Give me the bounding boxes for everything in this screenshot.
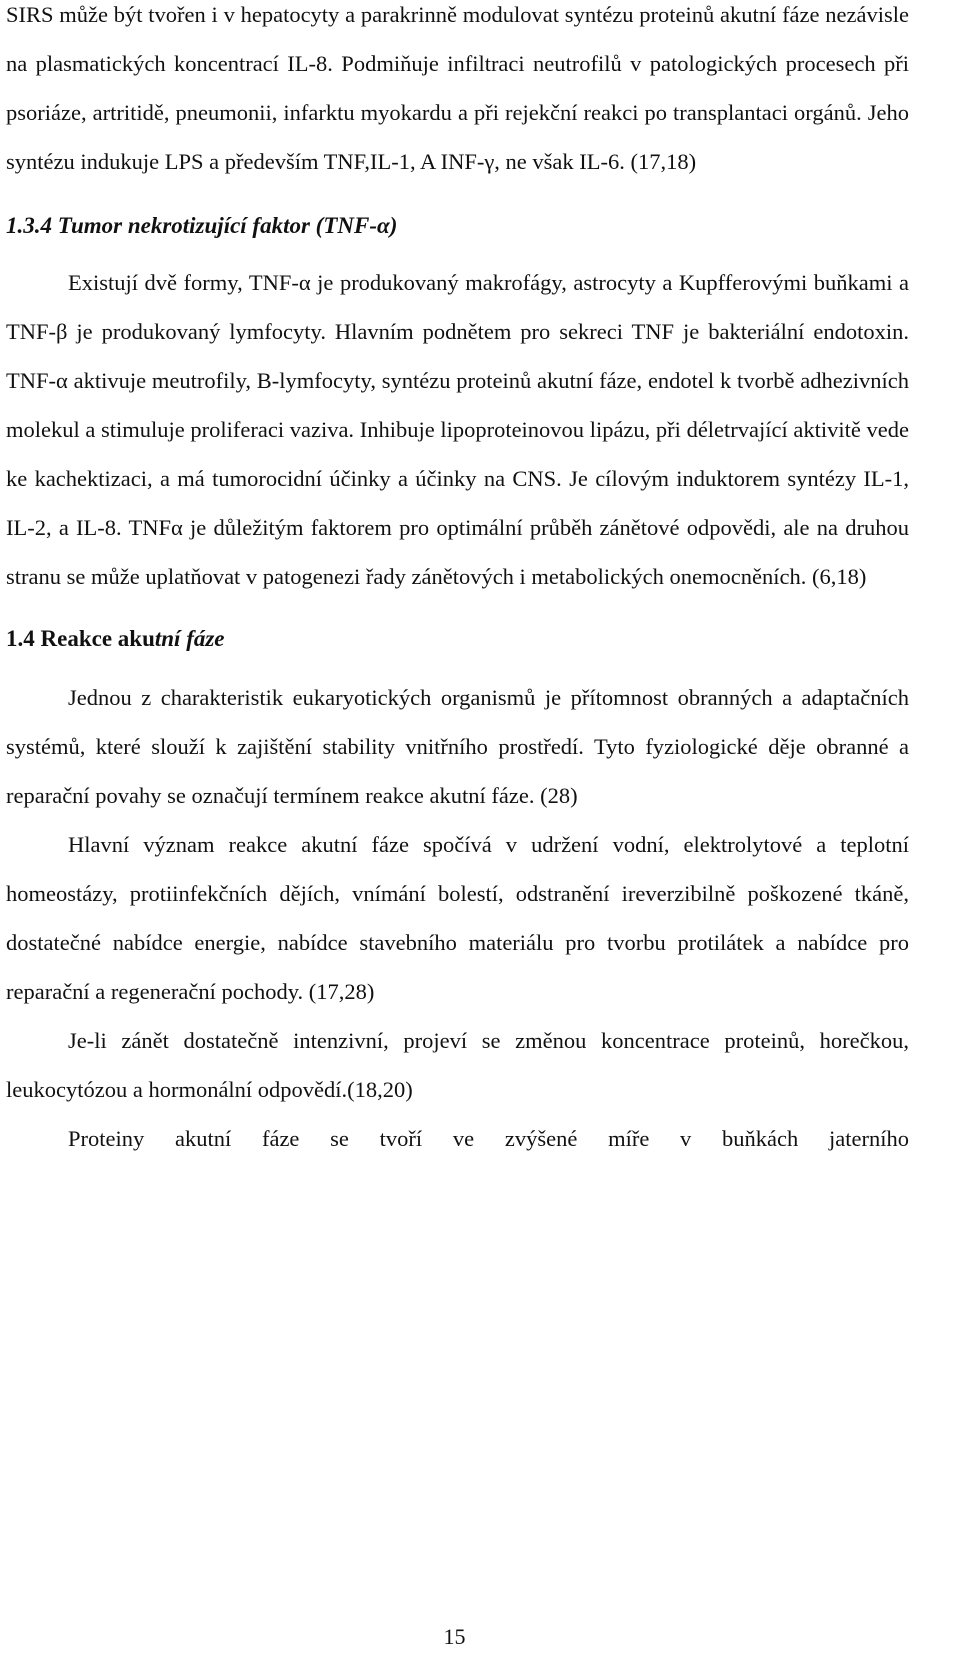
acute-phase-paragraph: Proteiny akutní fáze se tvoří ve zvýšené míře v buňkách jaterního: [68, 1126, 909, 1151]
section-heading-acute-phase-part-2: tní fáze: [154, 626, 225, 651]
section-heading-acute-phase-part-1: 1.4 Reakce aku: [6, 626, 155, 651]
section-heading-tnf: [6, 201, 909, 250]
acute-phase-paragraph: Jednou z charakteristik eukaryotických organismů je přítomnost obranných a adaptačních systémů, které slouží k zajištění stability vnitřního prostředí. Tyto fyziologické děje obranné a reparační povahy se označují termínem reakce akutní fáze. (28): [6, 685, 909, 808]
section-heading-tnf-title: Tumor nekrotizující faktor (TNF-α): [57, 213, 398, 238]
tnf-paragraph: Existují dvě formy, TNF-α je produkovaný makrofágy, astrocyty a Kupfferovými buňkami a TNF-β je produkovaný lymfocyty. Hlavním podnětem pro sekreci TNF je bakteriální endotoxin. TNF-α aktivuje meutrofily, B-lymfocyty, syntézu proteinů akutní fáze, endotel k tvorbě adhezivních molekul a stimuluje proliferaci vaziva. Inhibuje lipoproteinovou lipázu, při déletrvající aktivitě vede ke kachektizaci, a má tumorocidní účinky a účinky na CNS. Je cílovým induktorem syntézy IL-1, IL-2, a IL-8. TNFα je důležitým faktorem pro optimální průběh zánětové odpovědi, ale na druhou stranu se může uplatňovat v patogenezi řady zánětových i metabolických onemocněních. (6,18): [6, 270, 909, 589]
intro-paragraph: SIRS může být tvořen i v hepatocyty a parakrinně modulovat syntézu proteinů akutní fáze nezávisle na plasmatických koncentrací IL-8. Podmiňuje infiltraci neutrofilů v patologických procesech při psoriáze, artritidě, pneumonii, infarktu myokardu a při rejekční reakci po transplantaci orgánů. Jeho syntézu indukuje LPS a především TNF,IL-1, A INF-γ, ne však IL-6. (17,18): [6, 2, 909, 174]
section-heading-tnf-number: 1.3.4: [6, 213, 52, 238]
acute-phase-paragraph: Je-li zánět dostatečně intenzivní, projeví se změnou koncentrace proteinů, horečkou, leukocytózou a hormonální odpovědí.(18,20): [6, 1028, 909, 1102]
acute-phase-paragraph: Hlavní význam reakce akutní fáze spočívá v udržení vodní, elektrolytové a teplotní homeostázy, protiinfekčních dějích, vnímání bolestí, odstranění ireverzibilně poškozené tkáně, dostatečné nabídce energie, nabídce stavebního materiálu pro tvorbu protilátek a nabídce pro reparační a regenerační pochody. (17,28): [6, 832, 909, 1004]
section-heading-acute-phase: [6, 614, 909, 663]
page-number: 15: [443, 1624, 466, 1649]
document-page: [6, 0, 909, 1163]
